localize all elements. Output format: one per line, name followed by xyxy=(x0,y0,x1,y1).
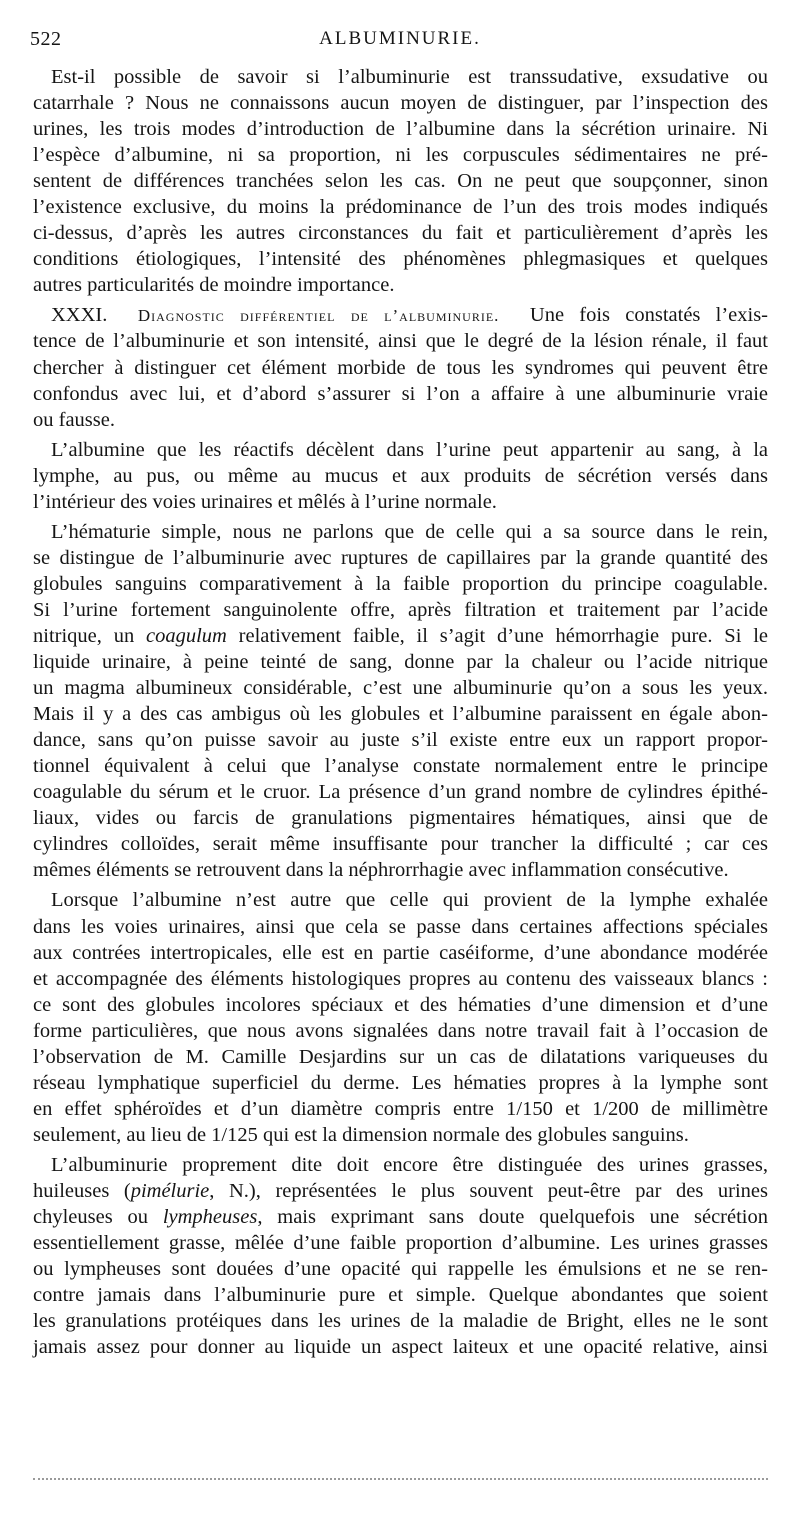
text-line: L’albuminurie proprement dite doit encore être distinguée des urines grasses, xyxy=(51,1153,768,1176)
paragraph-5 xyxy=(33,887,768,1147)
text-line: ci-dessus, d’après les autres circonstances du fait et particulièrement d’après les xyxy=(33,222,768,245)
text-line: L’albumine que les réactifs décèlent dans l’urine peut appartenir au sang, à la xyxy=(51,438,768,461)
text-line: et accompagnée des éléments histologiques propres au contenu des vaisseaux blancs : xyxy=(33,967,768,990)
text-line: ou lympheuses sont douées d’une opacité qui rappelle les émulsions et ne se ren- xyxy=(33,1258,768,1281)
text-line: jamais assez pour donner au liquide un aspect laiteux et une opacité relative, ainsi xyxy=(33,1336,768,1359)
text-line: l’intérieur des voies urinaires et mêlés à l’urine normale. xyxy=(33,490,497,513)
text-line: liaux, vides ou farcis de granulations pigmentaires hématiques, ainsi que de xyxy=(33,807,768,830)
text-line: catarrhale ? Nous ne connaissons aucun moyen de distinguer, par l’inspection des xyxy=(33,92,768,115)
text-line: ou fausse. xyxy=(33,408,115,431)
text-line: sentent de différences tranchées selon les cas. On ne peut que soupçonner, sinon xyxy=(33,170,768,193)
text-line: forme particulières, que nous avons signalées dans notre travail fait à l’occasion de xyxy=(33,1019,768,1042)
italic-term: pimélurie xyxy=(130,1179,210,1202)
text-line: tence de l’albuminurie et son intensité, ainsi que le degré de la lésion rénale, il faut xyxy=(33,330,768,353)
text-line: les granulations protéiques dans les urines de la maladie de Bright, elles ne le sont xyxy=(33,1310,768,1333)
text-line: coagulable du sérum et le cruor. La présence d’un grand nombre de cylindres épithé- xyxy=(33,781,768,804)
section-first-line-text: Une fois constatés l’exis- xyxy=(529,304,769,327)
text-line: autres particularités de moindre importance. xyxy=(33,274,395,297)
text-line: globules sanguins comparativement à la faible proportion du principe coagulable. xyxy=(33,572,768,595)
paragraph-2 xyxy=(33,302,768,432)
text-line: ce sont des globules incolores spéciaux et des hématies d’une dimension et d’une xyxy=(33,993,768,1016)
text-line: contre jamais dans l’albuminurie pure et simple. Quelque abondantes que soient xyxy=(33,1284,768,1307)
text-line: liquide urinaire, à peine teinté de sang, donne par la chaleur ou l’acide nitrique xyxy=(33,651,768,674)
paragraph-6 xyxy=(33,1152,768,1360)
section-heading-line xyxy=(33,302,768,328)
text-line: tionnel équivalent à celui que l’analyse constate normalement entre le principe xyxy=(33,755,768,778)
page-header xyxy=(30,28,770,56)
section-number: XXXI. xyxy=(51,304,108,327)
paragraph-3 xyxy=(33,437,768,515)
paragraph-4 xyxy=(33,519,768,884)
bottom-dotted-rule xyxy=(33,1478,768,1480)
text-line: nitrique, un coagulum relativement faible, il s’agit d’une hémorrhagie pure. Si le xyxy=(33,624,768,647)
text-line: essentiellement grasse, mêlée d’une faible proportion d’albumine. Les urines grasses xyxy=(33,1232,768,1255)
text-line: chercher à distinguer cet élément morbide de tous les syndromes qui peuvent être xyxy=(33,356,768,379)
text-line: lymphe, au pus, ou même au mucus et aux produits de sécrétion versés dans xyxy=(33,464,768,487)
text-line: Mais il y a des cas ambigus où les globules et l’albumine paraissent en égale abon- xyxy=(33,703,768,726)
text-line: en effet sphéroïdes et d’un diamètre compris entre 1/150 et 1/200 de millimètre xyxy=(33,1097,768,1120)
text-line: réseau lymphatique superficiel du derme. Les hématies propres à la lymphe sont xyxy=(33,1071,768,1094)
text-line: confondus avec lui, et d’abord s’assurer si l’on a affaire à une albuminurie vraie xyxy=(33,382,768,405)
running-head: ALBUMINURIE. xyxy=(319,28,481,49)
paragraph-1 xyxy=(33,64,768,298)
text-line: seulement, au lieu de 1/125 qui est la dimension normale des globules sanguins. xyxy=(33,1123,689,1146)
text-line: aux contrées intertropicales, elle est en partie caséiforme, d’une abondance modérée xyxy=(33,941,768,964)
text-line: chyleuses ou lympheuses, mais exprimant sans doute quelquefois une sécrétion xyxy=(33,1206,768,1229)
text-line: cylindres colloïdes, serait même insuffisante pour trancher la difficulté ; car ces xyxy=(33,833,768,856)
text-line: se distingue de l’albuminurie avec ruptures de capillaires par la grande quantité des xyxy=(33,546,768,569)
body-text xyxy=(33,64,768,1360)
text-line: Si l’urine fortement sanguinolente offre, après filtration et traitement par l’acide xyxy=(33,598,768,621)
page-number: 522 xyxy=(30,28,62,50)
italic-term: lympheuses xyxy=(162,1206,258,1229)
text-line: l’observation de M. Camille Desjardins sur un cas de dilatations variqueuses du xyxy=(33,1045,768,1068)
text-line: un magma albumineux considérable, c’est une albuminurie qu’on a sous les yeux. xyxy=(33,677,768,700)
italic-term: coagulum xyxy=(146,624,227,647)
text-line: L’hématurie simple, nous ne parlons que de celle qui a sa source dans le rein, xyxy=(51,520,768,543)
text-line: conditions étiologiques, l’intensité des phénomènes phlegmasiques et quelques xyxy=(33,248,768,271)
text-line: Lorsque l’albumine n’est autre que celle qui provient de la lymphe exhalée xyxy=(51,889,768,912)
text-line: huileuses (pimélurie, N.), représentées le plus souvent peut-être par des urines xyxy=(33,1179,768,1202)
text-line: l’existence exclusive, du moins la prédominance de l’un des trois modes indiqués xyxy=(33,196,768,219)
text-line: Est-il possible de savoir si l’albuminurie est transsudative, exsudative ou xyxy=(51,66,768,88)
text-line: l’espèce d’albumine, ni sa proportion, ni les corpuscules sédimentaires ne pré- xyxy=(33,144,768,167)
section-title: Diagnostic différentiel de l’albuminurie. xyxy=(137,306,500,326)
text-line: urines, les trois modes d’introduction de l’albumine dans la sécrétion urinaire. Ni xyxy=(33,118,768,141)
text-line: dance, sans qu’on puisse savoir au juste s’il existe entre eux un rapport propor- xyxy=(33,729,768,752)
text-line: dans les voies urinaires, ainsi que cela se passe dans certaines affections spéciales xyxy=(33,915,768,938)
text-line: mêmes éléments se retrouvent dans la néphrorrhagie avec inflammation consécutive. xyxy=(33,859,729,882)
